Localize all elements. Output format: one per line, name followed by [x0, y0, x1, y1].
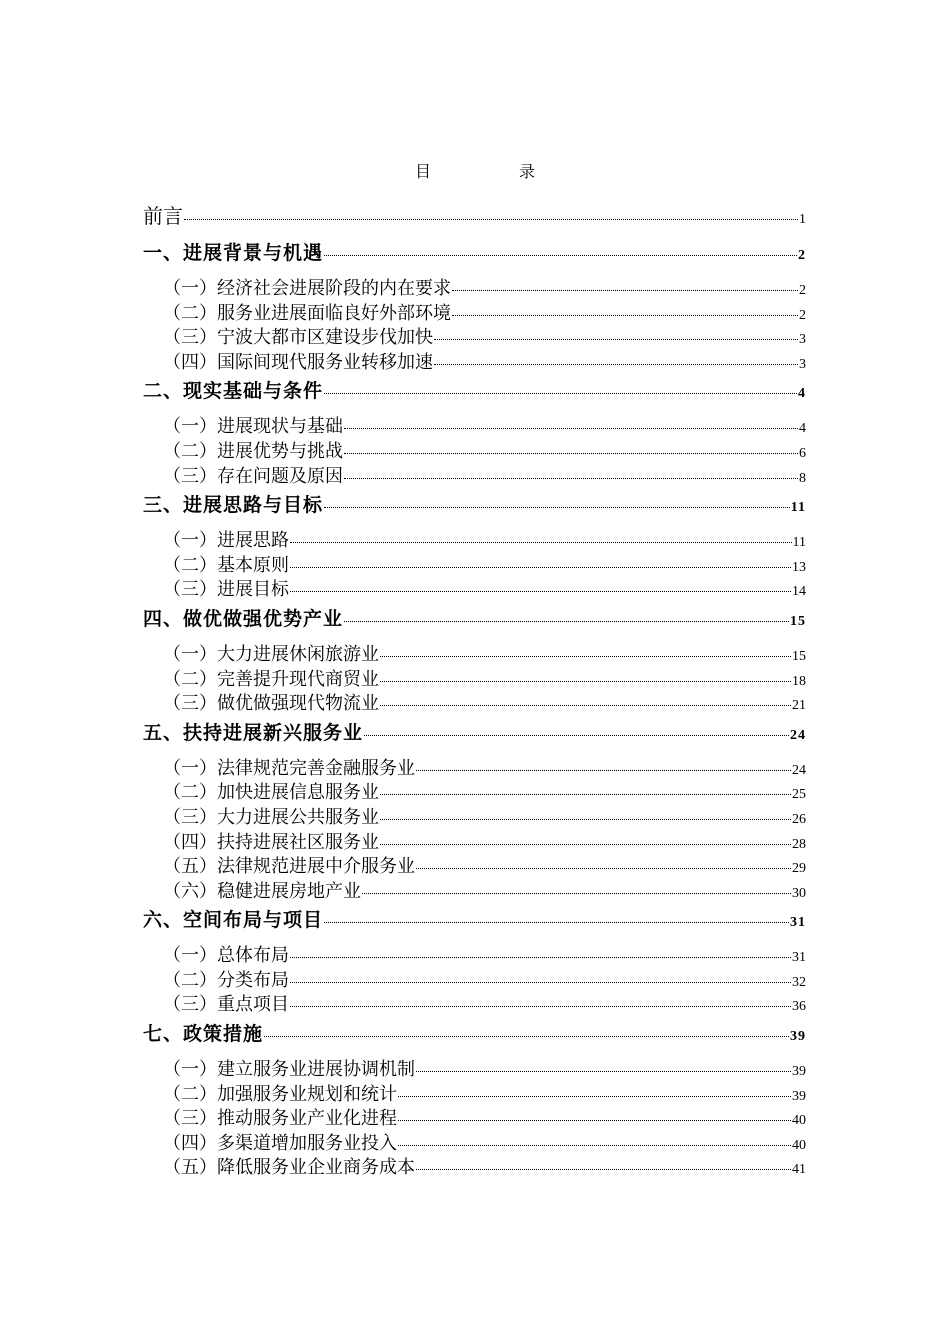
dot-leader — [416, 868, 791, 869]
dot-leader — [416, 770, 791, 771]
dot-leader — [364, 735, 789, 736]
dot-leader — [380, 705, 791, 706]
dot-leader — [344, 478, 798, 479]
toc-entry-label: （四）扶持进展社区服务业 — [163, 831, 379, 853]
toc-page-number: 14 — [792, 584, 806, 600]
dot-leader — [344, 428, 798, 429]
dot-leader — [290, 542, 792, 543]
toc-page-number: 15 — [790, 613, 806, 629]
dot-leader — [380, 656, 791, 657]
toc-entry-section[interactable] — [143, 990, 806, 1015]
toc-entry-label: （五）降低服务业企业商务成本 — [163, 1157, 415, 1179]
dot-leader — [344, 453, 798, 454]
toc-entry-label: （三）大力进展公共服务业 — [163, 806, 379, 828]
toc-entry-section[interactable] — [143, 551, 806, 576]
toc-entry-section[interactable] — [143, 754, 806, 779]
toc-entry-chapter[interactable] — [143, 718, 806, 754]
toc-page-number: 4 — [799, 421, 806, 437]
toc-entry-section[interactable] — [143, 803, 806, 828]
toc-entry-label: 前言 — [143, 204, 183, 228]
toc-entry-label: （六）稳健进展房地产业 — [163, 880, 361, 902]
dot-leader — [324, 922, 789, 923]
toc-page-number: 1 — [799, 212, 806, 227]
toc-entry-label: （五）法律规范进展中介服务业 — [163, 856, 415, 878]
toc-entry-section[interactable] — [143, 1153, 806, 1178]
toc-entry-section[interactable] — [143, 828, 806, 853]
toc-entry-label: （一）进展思路 — [163, 530, 289, 552]
toc-page-number: 28 — [792, 836, 806, 852]
toc-page-number: 4 — [798, 386, 806, 402]
toc-entry-label: 一、进展背景与机遇 — [143, 242, 324, 264]
toc-entry-label: （二）分类布局 — [163, 969, 289, 991]
toc-page-number: 24 — [792, 762, 806, 778]
toc-entry-section[interactable] — [143, 1055, 806, 1080]
toc-entry-section[interactable] — [143, 640, 806, 665]
toc-entry-section[interactable] — [143, 437, 806, 462]
toc-entry-label: （三）推动服务业产业化进程 — [163, 1108, 397, 1130]
dot-leader — [290, 982, 791, 983]
toc-entry-chapter[interactable] — [143, 604, 806, 640]
dot-leader — [452, 315, 798, 316]
toc-page-number: 25 — [792, 787, 806, 803]
toc-page-number: 8 — [799, 470, 806, 486]
toc-entry-label: （三）重点项目 — [163, 994, 289, 1016]
toc-page-number: 40 — [792, 1113, 806, 1129]
dot-leader — [380, 794, 791, 795]
toc-entry-chapter[interactable] — [143, 490, 806, 526]
toc-page-number: 6 — [799, 445, 806, 461]
toc-entry-section[interactable] — [143, 1080, 806, 1105]
toc-entry-section[interactable] — [143, 575, 806, 600]
toc-page-number: 26 — [792, 811, 806, 827]
toc-heading: 目 录 — [414, 162, 571, 181]
dot-leader — [324, 507, 790, 508]
toc-page-number: 15 — [792, 648, 806, 664]
toc-entry-section[interactable] — [143, 462, 806, 487]
dot-leader — [434, 364, 798, 365]
toc-page-number: 11 — [790, 500, 806, 516]
dot-leader — [264, 1036, 789, 1037]
toc-entry-section[interactable] — [143, 348, 806, 373]
toc-entry-section[interactable] — [143, 1104, 806, 1129]
toc-entry-label: （一）经济社会进展阶段的内在要求 — [163, 278, 451, 299]
toc-entry-section[interactable] — [143, 412, 806, 437]
toc-page-number: 3 — [799, 356, 806, 372]
toc-page-number: 31 — [790, 915, 806, 931]
toc-page-number: 36 — [792, 999, 806, 1015]
toc-entry-label: （二）加强服务业规划和统计 — [163, 1083, 397, 1105]
toc-entry-label: （三）做优做强现代物流业 — [163, 693, 379, 715]
toc-entry-label: （三）进展目标 — [163, 579, 289, 601]
dot-leader — [398, 1145, 791, 1146]
toc-entry-label: （一）建立服务业进展协调机制 — [163, 1059, 415, 1081]
toc-entry-label: （二）进展优势与挑战 — [163, 440, 343, 462]
toc-entry-section[interactable] — [143, 299, 806, 324]
toc-entry-label: （四）多渠道增加服务业投入 — [163, 1132, 397, 1154]
toc-entry-label: 三、进展思路与目标 — [143, 494, 324, 517]
toc-page-number: 39 — [790, 1029, 806, 1045]
dot-leader — [290, 957, 791, 958]
toc-entry-preface[interactable] — [143, 200, 806, 234]
toc-page-number: 3 — [799, 332, 806, 348]
dot-leader — [290, 567, 791, 568]
toc-entry-label: （二）完善提升现代商贸业 — [163, 668, 379, 690]
toc-entry-label: （二）加快进展信息服务业 — [163, 782, 379, 804]
toc-entry-label: （一）大力进展休闲旅游业 — [163, 643, 379, 665]
toc-entry-label: （三）存在问题及原因 — [163, 465, 343, 487]
toc-page-number: 30 — [792, 885, 806, 901]
toc-page-number: 32 — [792, 974, 806, 990]
toc-entry-section[interactable] — [143, 689, 806, 714]
dot-leader — [416, 1169, 791, 1170]
toc-entry-section[interactable] — [143, 274, 806, 299]
toc-entry-section[interactable] — [143, 1129, 806, 1154]
toc-page-number: 29 — [792, 861, 806, 877]
toc-entry-label: （二）基本原则 — [163, 554, 289, 576]
toc-entry-label: 二、现实基础与条件 — [143, 380, 324, 403]
table-of-contents — [143, 200, 806, 1178]
toc-page-number: 40 — [792, 1137, 806, 1153]
dot-leader — [324, 255, 797, 256]
toc-entry-section[interactable] — [143, 941, 806, 966]
dot-leader — [324, 393, 797, 394]
toc-entry-label: （一）法律规范完善金融服务业 — [163, 757, 415, 779]
toc-page-number: 21 — [792, 698, 806, 714]
toc-page-number: 39 — [792, 1088, 806, 1104]
toc-entry-label: （一）总体布局 — [163, 945, 289, 967]
toc-page-number: 39 — [792, 1064, 806, 1080]
toc-entry-chapter[interactable] — [143, 905, 806, 941]
toc-entry-section[interactable] — [143, 323, 806, 348]
dot-leader — [184, 219, 798, 220]
toc-entry-chapter[interactable] — [143, 1019, 806, 1055]
toc-page-number: 2 — [799, 307, 806, 323]
toc-entry-label: （二）服务业进展面临良好外部环境 — [163, 302, 451, 324]
toc-entry-section[interactable] — [143, 526, 806, 551]
toc-entry-section[interactable] — [143, 778, 806, 803]
dot-leader — [380, 819, 791, 820]
toc-entry-section[interactable] — [143, 966, 806, 991]
toc-entry-section[interactable] — [143, 665, 806, 690]
toc-entry-label: （三）宁波大都市区建设步伐加快 — [163, 327, 433, 349]
dot-leader — [362, 893, 791, 894]
toc-entry-label: （一）进展现状与基础 — [163, 416, 343, 438]
toc-page-number: 13 — [792, 559, 806, 575]
toc-entry-label: 七、政策措施 — [143, 1023, 264, 1046]
dot-leader — [398, 1096, 791, 1097]
toc-entry-label: 四、做优做强优势产业 — [143, 607, 344, 630]
toc-entry-chapter[interactable] — [143, 376, 806, 412]
toc-entry-label: 五、扶持进展新兴服务业 — [143, 721, 364, 744]
toc-page-number: 11 — [792, 535, 806, 551]
dot-leader — [416, 1071, 791, 1072]
toc-entry-chapter[interactable] — [143, 238, 806, 274]
dot-leader — [344, 621, 789, 622]
dot-leader — [434, 339, 798, 340]
toc-entry-label: （四）国际间现代服务业转移加速 — [163, 351, 433, 373]
dot-leader — [380, 681, 791, 682]
toc-page-number: 31 — [792, 950, 806, 966]
toc-page-number: 41 — [792, 1162, 806, 1178]
toc-page-number: 18 — [792, 673, 806, 689]
toc-page-number: 24 — [790, 727, 806, 743]
dot-leader — [380, 844, 791, 845]
dot-leader — [290, 591, 791, 592]
toc-page-number: 2 — [799, 283, 806, 298]
dot-leader — [398, 1120, 791, 1121]
toc-page-number: 2 — [798, 248, 806, 263]
dot-leader — [290, 1006, 791, 1007]
toc-entry-section[interactable] — [143, 877, 806, 902]
toc-entry-section[interactable] — [143, 852, 806, 877]
toc-entry-label: 六、空间布局与项目 — [143, 909, 324, 932]
dot-leader — [452, 290, 798, 291]
